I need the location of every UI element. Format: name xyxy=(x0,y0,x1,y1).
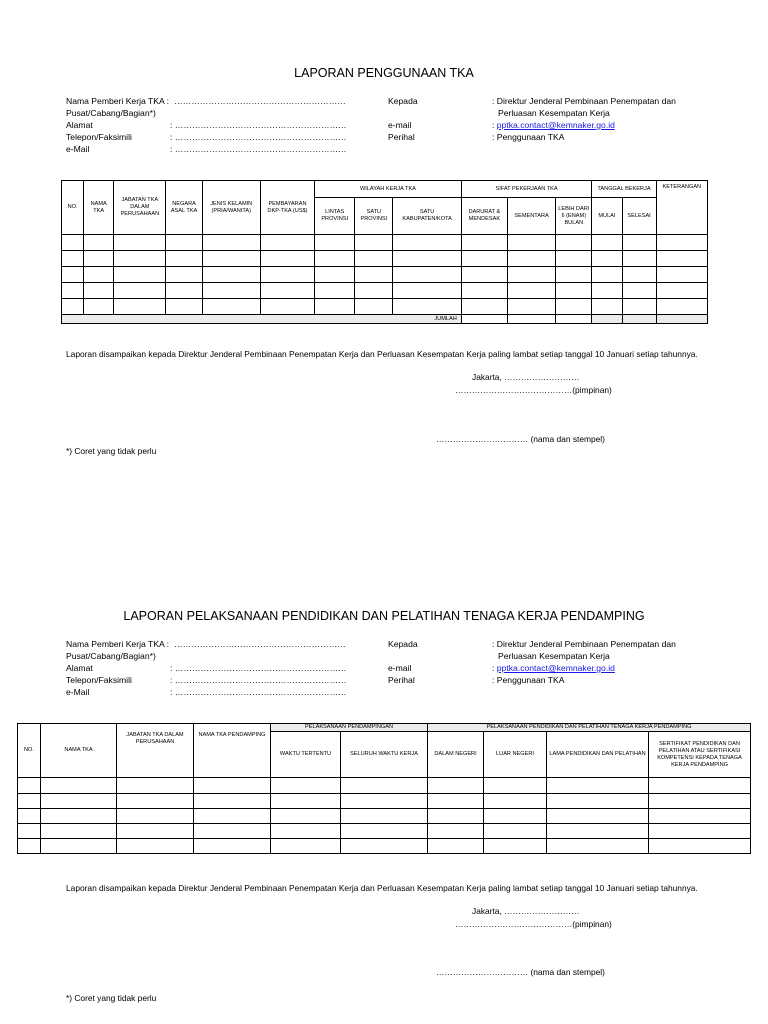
col-lebih: LEBIH DARI 6 (ENAM) BULAN xyxy=(556,198,592,235)
employer-value[interactable]: …………………………………………………… xyxy=(174,96,346,106)
to-value-cont: Perluasan Kesempatan Kerja xyxy=(498,651,610,661)
to-value: : Direktur Jenderal Pembinaan Penempatan dan xyxy=(492,639,676,649)
report1-note: Laporan disampaikan kepada Direktur Jenderal Pembinaan Penempatan Kerja dan Perluasan Kesempatan Kerja paling lambat setiap tanggal 10 Januari setiap tahunnya. xyxy=(66,349,698,359)
col-seluruh-waktu: SELURUH WAKTU KERJA xyxy=(341,732,428,778)
report2-stamp: …………………………… (nama dan stempel) xyxy=(436,967,605,977)
employer-label: Nama Pemberi Kerja TKA : xyxy=(66,96,170,106)
table-row[interactable] xyxy=(62,267,708,283)
col-dalam-negeri: DALAM NEGERI xyxy=(428,732,484,778)
email-value[interactable]: : …………………………………………………… xyxy=(170,144,347,154)
subject-label: Perihal xyxy=(388,675,415,685)
col-waktu-tertentu: WAKTU TERTENTU xyxy=(271,732,341,778)
report2-place-date: Jakarta, ……………………… xyxy=(472,906,580,916)
col-no: NO. xyxy=(18,724,41,778)
report1-place-date: Jakarta, ……………………… xyxy=(472,372,580,382)
table-row[interactable] xyxy=(18,778,751,794)
table-row[interactable] xyxy=(62,299,708,315)
jumlah-row xyxy=(62,315,708,324)
email-label: e-Mail xyxy=(66,687,90,697)
email-label: e-Mail xyxy=(66,144,90,154)
col-tanggal: TANGGAL BEKERJA xyxy=(592,181,656,198)
report2-table xyxy=(17,723,751,854)
email2-label: e-mail xyxy=(388,663,412,673)
col-pelaksanaan-pendampingan: PELAKSANAAN PENDAMPINGAN xyxy=(271,724,428,732)
table-row[interactable] xyxy=(18,824,751,839)
col-sertifikat: SERTIFIKAT PENDIDIKAN DAN PELATIHAN ATAU SERTIFIKASI KOMPETENSI KEPADA TENAGA KERJA PENDAMPING xyxy=(649,732,751,778)
report1-leader: ……………………………………(pimpinan) xyxy=(455,385,612,395)
address-label: Alamat xyxy=(66,663,93,673)
subject-value: : Penggunaan TKA xyxy=(492,675,565,685)
col-nama-tka: NAMA TKA xyxy=(41,724,117,778)
col-nama-tka: NAMA TKA xyxy=(84,181,114,235)
report1-title: LAPORAN PENGGUNAAN TKA xyxy=(294,66,474,80)
phone-value[interactable]: : …………………………………………………… xyxy=(170,132,347,142)
col-satu-provinsi: SATU PROVINSI xyxy=(355,198,393,235)
to-value: : Direktur Jenderal Pembinaan Penempatan dan xyxy=(492,96,676,106)
col-pembayaran: PEMBAYARAN DKP-TKA (US$) xyxy=(260,181,314,235)
col-jenis-kelamin: JENIS KELAMIN (PRIA/WANITA) xyxy=(202,181,260,235)
table-row[interactable] xyxy=(62,283,708,299)
col-no: NO. xyxy=(62,181,84,235)
col-keterangan: KETERANGAN xyxy=(656,181,707,235)
to-label: Kepada xyxy=(388,639,418,649)
col-satu-kab: SATU KABUPATEN/KOTA xyxy=(393,198,461,235)
col-luar-negeri: LUAR NEGERI xyxy=(484,732,547,778)
col-nama-pendamping: NAMA TKA PENDAMPING xyxy=(194,724,271,778)
col-mulai: MULAI xyxy=(592,198,622,235)
email2-value: : pptka.contact@kemnaker.go.id xyxy=(492,663,615,673)
email2-value: : pptka.contact@kemnaker.go.id xyxy=(492,120,615,130)
email-link[interactable]: pptka.contact@kemnaker.go.id xyxy=(496,663,615,673)
to-value-cont: Perluasan Kesempatan Kerja xyxy=(498,108,610,118)
table-row[interactable] xyxy=(18,809,751,824)
col-sementara: SEMENTARA xyxy=(507,198,555,235)
branch-label: Pusat/Cabang/Bagian*) xyxy=(66,108,156,118)
employer-label: Nama Pemberi Kerja TKA : xyxy=(66,639,170,649)
report2-employer-block xyxy=(66,638,347,702)
col-pelaksanaan-diklat: PELAKSANAAN PENDIDIKAN DAN PELATIHAN TENAGA KERJA PENDAMPING xyxy=(428,724,751,732)
col-lintas: LINTAS PROVINSI xyxy=(315,198,355,235)
table-row[interactable] xyxy=(62,235,708,251)
subject-value: : Penggunaan TKA xyxy=(492,132,565,142)
col-selesai: SELESAI xyxy=(622,198,656,235)
address-value[interactable]: : …………………………………………………… xyxy=(170,663,347,673)
report2-title: LAPORAN PELAKSANAAN PENDIDIKAN DAN PELATIHAN TENAGA KERJA PENDAMPING xyxy=(123,609,645,623)
phone-label: Telepon/Faksimili xyxy=(66,675,132,685)
report1-stamp: …………………………… (nama dan stempel) xyxy=(436,434,605,444)
phone-label: Telepon/Faksimili xyxy=(66,132,132,142)
report1-footnote: *) Coret yang tidak perlu xyxy=(66,446,157,456)
report2-note: Laporan disampaikan kepada Direktur Jenderal Pembinaan Penempatan Kerja dan Perluasan Kesempatan Kerja paling lambat setiap tanggal 10 Januari setiap tahunnya. xyxy=(66,883,698,893)
col-sifat: SIFAT PEKERJAAN TKA xyxy=(461,181,592,198)
table-row[interactable] xyxy=(18,794,751,809)
address-value[interactable]: : …………………………………………………… xyxy=(170,120,347,130)
email-value[interactable]: : …………………………………………………… xyxy=(170,687,347,697)
report1-recipient-block xyxy=(388,95,708,147)
table-row[interactable] xyxy=(18,839,751,854)
report1-employer-block xyxy=(66,95,347,159)
col-jabatan: JABATAN TKA DALAM PERUSAHAAN xyxy=(117,724,194,778)
report2-recipient-block xyxy=(388,638,708,690)
col-wilayah: WILAYAH KERJA TKA xyxy=(315,181,462,198)
subject-label: Perihal xyxy=(388,132,415,142)
report1-table xyxy=(61,180,708,324)
col-darurat: DARURAT & MENDESAK xyxy=(461,198,507,235)
jumlah-label: JUMLAH xyxy=(62,315,462,324)
col-lama: LAMA PENDIDIKAN DAN PELATIHAN xyxy=(547,732,649,778)
employer-value[interactable]: …………………………………………………… xyxy=(174,639,346,649)
report2-footnote: *) Coret yang tidak perlu xyxy=(66,993,157,1003)
col-jabatan: JABATAN TKA DALAM PERUSAHAAN xyxy=(114,181,166,235)
col-negara: NEGARA ASAL TKA xyxy=(166,181,202,235)
address-label: Alamat xyxy=(66,120,93,130)
to-label: Kepada xyxy=(388,96,418,106)
phone-value[interactable]: : …………………………………………………… xyxy=(170,675,347,685)
report2-leader: ……………………………………(pimpinan) xyxy=(455,919,612,929)
email-link[interactable]: pptka.contact@kemnaker.go.id xyxy=(496,120,615,130)
email2-label: e-mail xyxy=(388,120,412,130)
branch-label: Pusat/Cabang/Bagian*) xyxy=(66,651,156,661)
table-row[interactable] xyxy=(62,251,708,267)
